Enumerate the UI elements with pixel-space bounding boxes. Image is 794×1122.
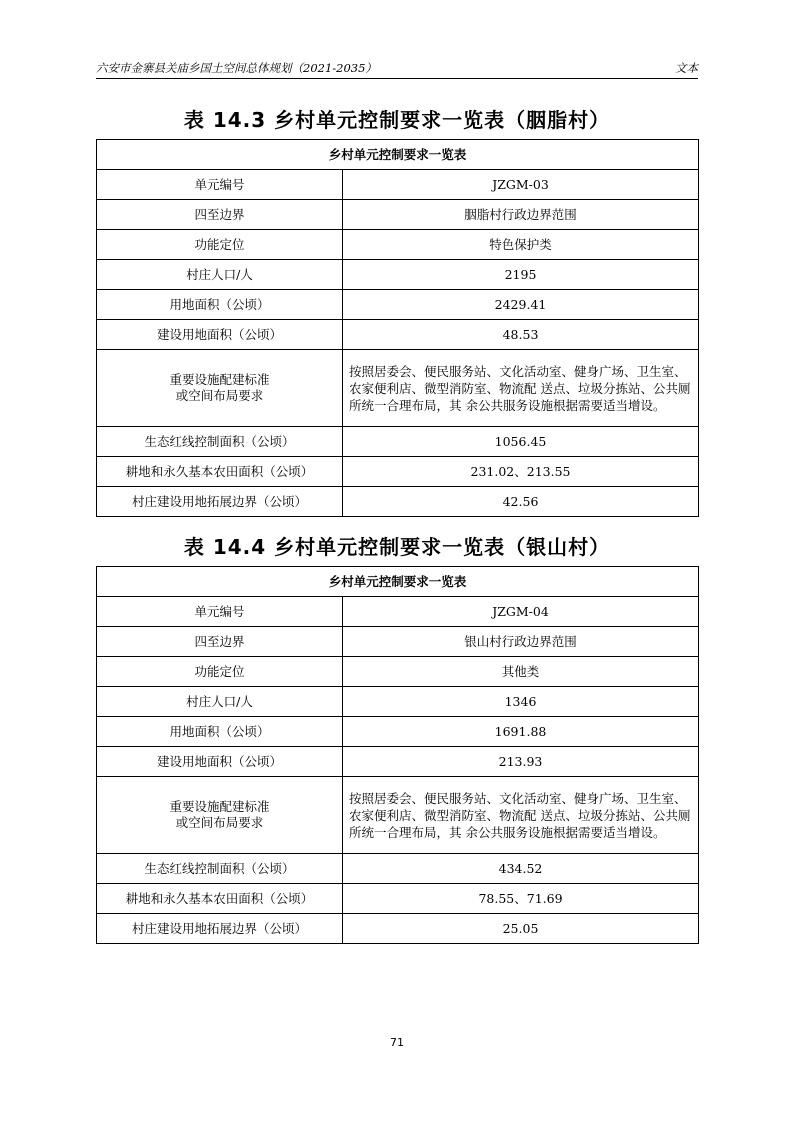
row-value: 1346 — [343, 687, 699, 717]
row-value: 2195 — [343, 260, 699, 290]
row-value: 434.52 — [343, 854, 699, 884]
table-row — [97, 657, 699, 687]
row-value: 78.55、71.69 — [343, 884, 699, 914]
table-row — [97, 627, 699, 657]
row-value: 按照居委会、便民服务站、文化活动室、健身广场、卫生室、农家便利店、微型消防室、物流配 送点、垃圾分拣站、公共厕所统一合理布局，其 余公共服务设施根据需要适当增设。 — [343, 350, 699, 427]
row-value: 1056.45 — [343, 427, 699, 457]
row-label: 村庄建设用地拓展边界（公顷） — [97, 914, 343, 944]
running-header — [96, 60, 698, 78]
table-title-yanzhi: 表 14.3 乡村单元控制要求一览表（胭脂村） — [183, 108, 611, 132]
table-row — [97, 914, 699, 944]
table-row — [97, 487, 699, 517]
row-value: 231.02、213.55 — [343, 457, 699, 487]
table-row — [97, 597, 699, 627]
table-row — [97, 260, 699, 290]
table-row — [97, 320, 699, 350]
row-label: 建设用地面积（公顷） — [97, 747, 343, 777]
table-row — [97, 230, 699, 260]
row-label: 单元编号 — [97, 170, 343, 200]
row-label: 重要设施配建标准 或空间布局要求 — [97, 350, 343, 427]
row-value: 银山村行政边界范围 — [343, 627, 699, 657]
page-number: 71 — [390, 1036, 404, 1049]
table-header-cell: 乡村单元控制要求一览表 — [97, 567, 699, 597]
row-value: 1691.88 — [343, 717, 699, 747]
row-label: 用地面积（公顷） — [97, 290, 343, 320]
table-row — [97, 717, 699, 747]
row-value: 42.56 — [343, 487, 699, 517]
row-value: 按照居委会、便民服务站、文化活动室、健身广场、卫生室、农家便利店、微型消防室、物流配 送点、垃圾分拣站、公共厕所统一合理布局，其 余公共服务设施根据需要适当增设。 — [343, 777, 699, 854]
table-row — [97, 457, 699, 487]
control-table-yinshan — [96, 566, 699, 944]
table-row — [97, 290, 699, 320]
row-value: 胭脂村行政边界范围 — [343, 200, 699, 230]
row-value: 213.93 — [343, 747, 699, 777]
row-label: 重要设施配建标准 或空间布局要求 — [97, 777, 343, 854]
row-value: 特色保护类 — [343, 230, 699, 260]
row-value: JZGM-03 — [343, 170, 699, 200]
table-row — [97, 170, 699, 200]
table-header-cell: 乡村单元控制要求一览表 — [97, 140, 699, 170]
row-value: 48.53 — [343, 320, 699, 350]
row-label: 耕地和永久基本农田面积（公顷） — [97, 457, 343, 487]
table-row — [97, 884, 699, 914]
table-row — [97, 427, 699, 457]
row-value: 其他类 — [343, 657, 699, 687]
row-label: 村庄人口/人 — [97, 260, 343, 290]
table-row — [97, 200, 699, 230]
row-label: 四至边界 — [97, 627, 343, 657]
header-rule — [96, 78, 698, 79]
row-value: 2429.41 — [343, 290, 699, 320]
table-row — [97, 854, 699, 884]
row-label: 生态红线控制面积（公顷） — [97, 427, 343, 457]
table-row — [97, 350, 699, 427]
row-label: 功能定位 — [97, 230, 343, 260]
table-row — [97, 777, 699, 854]
row-value: 25.05 — [343, 914, 699, 944]
row-label: 耕地和永久基本农田面积（公顷） — [97, 884, 343, 914]
row-value: JZGM-04 — [343, 597, 699, 627]
row-label: 四至边界 — [97, 200, 343, 230]
row-label: 功能定位 — [97, 657, 343, 687]
table-row — [97, 747, 699, 777]
row-label: 村庄人口/人 — [97, 687, 343, 717]
table-title-yinshan: 表 14.4 乡村单元控制要求一览表（银山村） — [183, 535, 611, 559]
section-label-header: 文本 — [675, 61, 698, 75]
document-title-header: 六安市金寨县关庙乡国土空间总体规划（2021-2035） — [96, 61, 377, 75]
row-label: 村庄建设用地拓展边界（公顷） — [97, 487, 343, 517]
row-label: 建设用地面积（公顷） — [97, 320, 343, 350]
row-label: 生态红线控制面积（公顷） — [97, 854, 343, 884]
control-table-yanzhi — [96, 139, 699, 517]
row-label: 单元编号 — [97, 597, 343, 627]
table-row — [97, 687, 699, 717]
row-label: 用地面积（公顷） — [97, 717, 343, 747]
